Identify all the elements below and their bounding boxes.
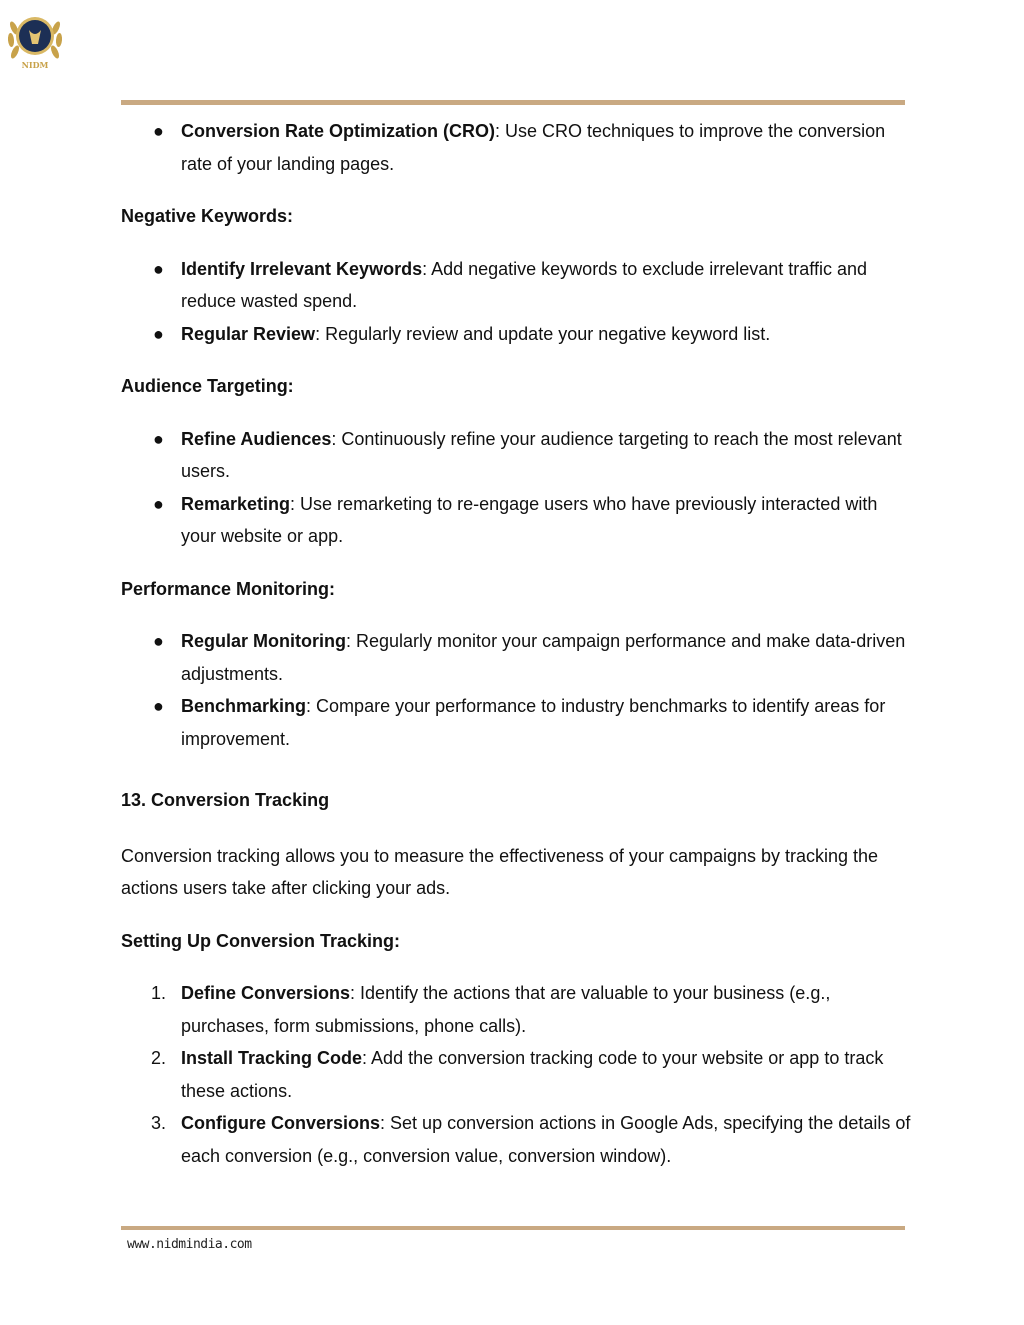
item-text: : Set up conversion actions in Google Ads, specifying the details of each conversion (e.g., conversion value, conversion window). [181, 1113, 911, 1166]
section-heading: Setting Up Conversion Tracking: [121, 930, 401, 951]
nidm-logo [5, 8, 65, 72]
item-label: Regular Review [181, 323, 316, 344]
item-label: Install Tracking Code [181, 1048, 363, 1068]
list-item [121, 115, 911, 180]
chapter-paragraph: Conversion tracking allows you to measure the effectiveness of your campaigns by tracking the actions users take after clicking your ads. [121, 845, 879, 898]
step-number: 1. [151, 983, 167, 1003]
item-label: Identify Irrelevant Keywords [181, 258, 423, 279]
section-heading: Negative Keywords: [121, 206, 294, 226]
item-label: Conversion Rate Optimization (CRO) [181, 121, 496, 141]
bullet-icon: ● [153, 428, 164, 449]
bullet-icon: ● [153, 696, 164, 716]
step-number: 3. [151, 1113, 167, 1133]
section-list [121, 423, 911, 553]
step-number: 2. [151, 1048, 167, 1068]
item-label: Remarketing [181, 493, 291, 514]
item-text: : Continuously refine your audience targeting to reach the most relevant users. [181, 428, 902, 481]
list-item [121, 488, 911, 553]
item-label: Configure Conversions [181, 1113, 381, 1133]
item-text: : Add the conversion tracking code to your website or app to track these actions. [181, 1048, 884, 1101]
bullet-icon: ● [153, 493, 164, 514]
list-item [121, 1042, 911, 1107]
item-text: : Regularly monitor your campaign performance and make data-driven adjustments. [181, 631, 906, 684]
footer-rule [121, 1226, 905, 1230]
item-text: : Compare your performance to industry benchmarks to identify areas for improvement. [181, 696, 886, 749]
chapter-title: 13. Conversion Tracking [121, 790, 330, 810]
bullet-icon: ● [153, 258, 164, 279]
section-heading: Performance Monitoring: [121, 578, 336, 599]
item-label: Define Conversions [181, 983, 351, 1003]
item-text: : Identify the actions that are valuable to your business (e.g., purchases, form submissions, phone calls). [181, 983, 831, 1036]
bullet-icon: ● [153, 631, 164, 651]
list-item [121, 1107, 911, 1172]
item-label: Benchmarking [181, 696, 307, 716]
bullet-icon: ● [153, 323, 164, 344]
logo-text: NIDM [21, 60, 49, 70]
item-text: : Regularly review and update your negative keyword list. [315, 323, 771, 344]
section-heading: Audience Targeting: [121, 376, 294, 396]
list-item [121, 977, 911, 1042]
intro-list [121, 115, 911, 180]
item-text: : Use CRO techniques to improve the conversion rate of your landing pages. [181, 121, 886, 174]
item-text: : Use remarketing to re-engage users who have previously interacted with your website or app. [181, 493, 878, 546]
list-item [121, 625, 911, 690]
section-list [121, 625, 911, 755]
page-content [121, 115, 911, 1172]
list-item [121, 253, 911, 318]
item-label: Regular Monitoring [181, 631, 346, 651]
item-label: Refine Audiences [181, 428, 332, 449]
list-item [121, 423, 911, 488]
bullet-icon: ● [153, 121, 164, 141]
steps-list [121, 977, 911, 1172]
item-text: : Add negative keywords to exclude irrelevant traffic and reduce wasted spend. [181, 258, 867, 311]
section-list [121, 253, 911, 351]
header-rule [121, 100, 905, 105]
footer-website-link[interactable]: www.nidmindia.com [127, 1237, 252, 1252]
list-item [121, 318, 911, 351]
list-item [121, 690, 911, 755]
